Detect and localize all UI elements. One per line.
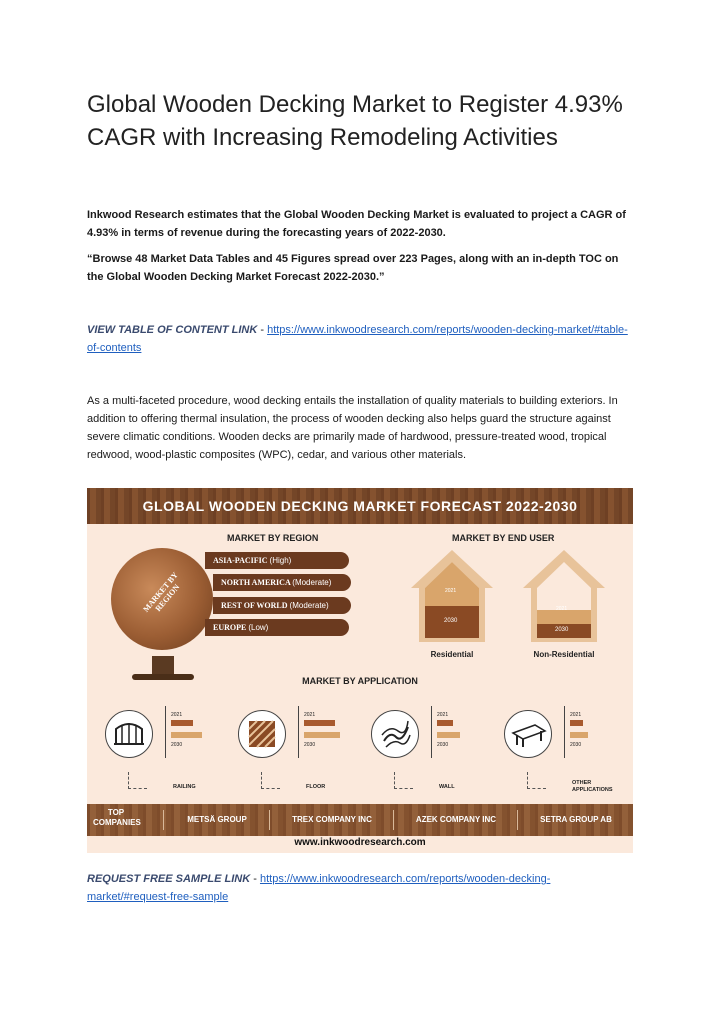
page-title: Global Wooden Decking Market to Register 4.93% CAGR with Increasing Remodeling Activities [87, 91, 623, 151]
region-bar [213, 574, 351, 591]
year-label: 2021 [437, 712, 449, 718]
region-bar [205, 552, 349, 569]
globe-label: MARKET BY REGION [141, 570, 182, 614]
application-label: RAILING [173, 784, 196, 790]
application-card [494, 700, 617, 793]
region-name: REST OF WORLD [221, 601, 288, 610]
toc-link-label: VIEW TABLE OF CONTENT LINK [87, 324, 258, 336]
toc-link[interactable]: https://www.inkwoodresearch.com/reports/wooden-decking-market/#table-of-contents [87, 324, 628, 354]
application-card [95, 700, 218, 790]
application-card [361, 700, 484, 790]
bench-icon [504, 710, 552, 758]
forecast-infographic [87, 488, 633, 853]
company-name: SETRA GROUP AB [540, 815, 612, 824]
company-name: AZEK COMPANY INC [415, 815, 497, 824]
year-label: 2030 [437, 742, 449, 748]
top-companies-banner [87, 804, 633, 836]
intro-paragraph: Inkwood Research estimates that the Global Wooden Decking Market is evaluated to project a CAGR of 4.93% in terms of revenue during the forecasting years of 2022-2030. [87, 209, 626, 239]
residential-label: Residential [430, 650, 474, 659]
toc-link-separator: - [257, 324, 268, 336]
connector [128, 772, 147, 789]
bar-2030 [570, 732, 588, 738]
residential-year-bottom: 2030 [444, 618, 458, 624]
sample-link-line [87, 870, 632, 906]
region-name: NORTH AMERICA [221, 578, 291, 587]
divider [163, 810, 164, 830]
year-label: 2021 [570, 712, 582, 718]
application-label: FLOOR [306, 784, 326, 790]
non-residential-label: Non-Residential [533, 650, 595, 659]
application-card [228, 700, 351, 790]
divider [431, 706, 432, 758]
application-section-title: MARKET BY APPLICATION [302, 676, 418, 686]
year-label: 2021 [171, 712, 183, 718]
bar-2030 [304, 732, 340, 738]
application-label: WALL [439, 784, 455, 790]
divider [269, 810, 270, 830]
year-label: 2030 [171, 742, 183, 748]
wall-icon [371, 710, 419, 758]
website-text: www.inkwoodresearch.com [294, 837, 426, 848]
year-label: 2030 [570, 742, 582, 748]
year-label: 2030 [304, 742, 316, 748]
bar-2030 [171, 732, 202, 738]
company-name: TREX COMPANY INC [292, 815, 372, 824]
non-residential-year-top: 2021 [556, 606, 568, 612]
non-residential-year-bottom: 2030 [555, 627, 569, 633]
globe-stand [152, 656, 174, 676]
connector [394, 772, 413, 789]
top-companies-label: TOP COMPANIES [93, 808, 141, 827]
divider [517, 810, 518, 830]
body-paragraph: As a multi-faceted procedure, wood decking entails the installation of quality materials to building exteriors. In addition to offering thermal insulation, the process of wooden decking also helps guard the structure against severe climatic conditions. Wooden decks are primarily made of hardwood, pressure-treated wood, tropical redwood, wood-plastic composites (WPC), cedar, and various other materials. [87, 395, 618, 461]
region-level: (High) [269, 556, 292, 565]
bar-2021 [437, 720, 453, 726]
bar-2021 [304, 720, 335, 726]
bar-2021 [570, 720, 583, 726]
divider [165, 706, 166, 758]
sample-link[interactable]: https://www.inkwoodresearch.com/reports/wooden-decking-market/#request-free-sample [87, 873, 551, 903]
divider [393, 810, 394, 830]
application-label: OTHER APPLICATIONS [572, 780, 613, 793]
connector [261, 772, 280, 789]
connector [527, 772, 546, 789]
region-level: (Moderate) [289, 601, 329, 610]
region-name: ASIA-PACIFIC [213, 556, 268, 565]
toc-link-line [87, 321, 632, 357]
region-section-title: MARKET BY REGION [227, 533, 319, 543]
company-name: METSÄ GROUP [187, 815, 247, 824]
bar-2030 [437, 732, 460, 738]
region-level: (Low) [248, 623, 269, 632]
residential-year-top: 2021 [445, 588, 457, 594]
residential-house-icon [407, 546, 497, 646]
sample-link-separator: - [250, 873, 260, 885]
infographic-title: GLOBAL WOODEN DECKING MARKET FORECAST 2022-2030 [142, 498, 578, 514]
year-label: 2021 [304, 712, 316, 718]
sample-link-label: REQUEST FREE SAMPLE LINK [87, 873, 251, 885]
browse-quote: “Browse 48 Market Data Tables and 45 Figures spread over 223 Pages, along with an in-depth TOC on the Global Wooden Decking Market Forecast 2022-2030.” [87, 253, 619, 283]
region-bar [213, 597, 351, 614]
floor-icon [238, 710, 286, 758]
region-bar [205, 619, 349, 636]
bar-2021 [171, 720, 193, 726]
divider [298, 706, 299, 758]
region-name: EUROPE [213, 623, 247, 632]
divider [564, 706, 565, 758]
end-user-section-title: MARKET BY END USER [452, 533, 555, 543]
region-level: (Moderate) [292, 578, 332, 587]
railing-icon [105, 710, 153, 758]
